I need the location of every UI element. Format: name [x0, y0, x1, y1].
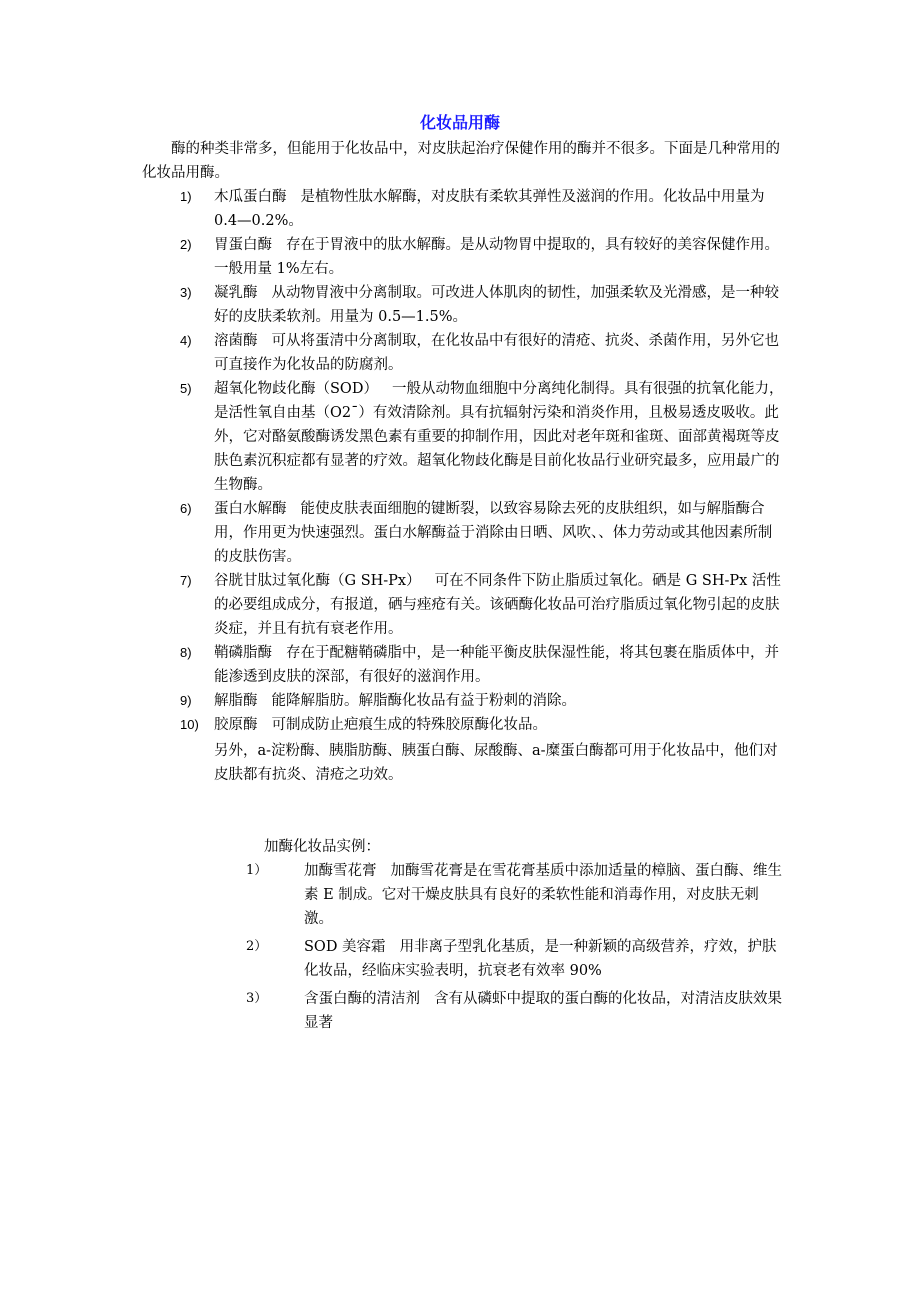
enzyme-item-number: 3) — [180, 285, 192, 300]
enzyme-item — [180, 641, 784, 689]
enzyme-item — [180, 185, 784, 233]
enzyme-item-name: 鞘磷脂酶 — [214, 645, 272, 661]
enzyme-item-number: 8) — [180, 645, 192, 660]
enzyme-item-number: 6) — [180, 501, 192, 516]
enzyme-item-name: 胶原酶 — [214, 717, 258, 733]
example-item — [246, 859, 784, 931]
enzyme-item-description: 是植物性肽水解酶，对皮肤有柔软其弹性及滋润的作用。化妆品中用量为 0.4—0.2%。 — [214, 189, 765, 229]
example-item — [246, 987, 784, 1035]
enzyme-item-name: 溶菌酶 — [214, 333, 258, 349]
enzyme-item-name: 凝乳酶 — [214, 285, 258, 301]
example-item-name: 加酶雪花膏 — [304, 863, 377, 879]
example-item-description: 加酶雪花膏是在雪花膏基质中添加适量的樟脑、蛋白酶、维生素 E 制成。它对干燥皮肤具有良好的柔软性能和消毒作用，对皮肤无刺激。 — [304, 863, 782, 927]
enzyme-item — [180, 713, 784, 737]
page-title: 化妆品用酶 — [419, 113, 500, 132]
example-list — [246, 859, 784, 1039]
enzyme-list — [180, 185, 784, 737]
enzyme-item-number: 9) — [180, 693, 192, 708]
enzyme-item-number: 1) — [180, 189, 192, 204]
example-item-description: 用非离子型乳化基质，是一种新颖的高级营养，疗效，护肤化妆品，经临床实验表明，抗衰老有效率 90% — [304, 939, 777, 979]
example-item-name: SOD 美容霜 — [304, 939, 386, 955]
enzyme-item — [180, 329, 784, 377]
enzyme-item — [180, 689, 784, 713]
enzyme-item — [180, 569, 784, 641]
enzyme-item-description: 可从将蛋清中分离制取，在化妆品中有很好的清疮、抗炎、杀菌作用，另外它也可直接作为化妆品的防腐剂。 — [214, 333, 779, 373]
example-item-description: 含有从磷虾中提取的蛋白酶的化妆品，对清洁皮肤效果显著 — [304, 991, 782, 1031]
enzyme-item — [180, 233, 784, 281]
enzyme-item-number: 5) — [180, 381, 192, 396]
example-item-number: 2） — [246, 939, 268, 954]
enzyme-item-name: 木瓜蛋白酶 — [214, 189, 287, 205]
example-item-name: 含蛋白酶的清洁剂 — [304, 991, 420, 1007]
enzyme-item-description: 可制成防止疤痕生成的特殊胶原酶化妆品。 — [271, 717, 547, 733]
extra-paragraph: 另外，a-淀粉酶、胰脂肪酶、胰蛋白酶、尿酸酶、a-糜蛋白酶都可用于化妆品中，他们对皮肤都有抗炎、清疮之功效。 — [214, 743, 778, 783]
enzyme-item — [180, 377, 784, 497]
enzyme-item-description: 能使皮肤表面细胞的键断裂，以致容易除去死的皮肤组织，如与解脂酶合用，作用更为快速强烈。蛋白水解酶益于消除由日晒、风吹、、体力劳动或其他因素所制的皮肤伤害。 — [214, 501, 773, 565]
enzyme-item-name: 超氧化物歧化酶（SOD） — [214, 381, 378, 397]
enzyme-item-number: 7) — [180, 573, 192, 588]
intro-paragraph: 酶的种类非常多，但能用于化妆品中，对皮肤起治疗保健作用的酶并不很多。下面是几种常用的化妆品用酶。 — [142, 141, 780, 181]
enzyme-item-name: 谷胱甘肽过氧化酶（G SH-Px） — [214, 573, 421, 589]
enzyme-item-description: 存在于胃液中的肽水解酶。是从动物胃中提取的，具有较好的美容保健作用。一般用量 1%左右。 — [214, 237, 779, 277]
enzyme-item-name: 解脂酶 — [214, 693, 258, 709]
enzyme-item — [180, 281, 784, 329]
example-item — [246, 935, 784, 983]
enzyme-item-description: 一般从动物血细胞中分离纯化制得。具有很强的抗氧化能力，是活性氧自由基（O2¯）有效清除剂。具有抗辐射污染和消炎作用，且极易透皮吸收。此外，它对酪氨酸酶诱发黑色素有重要的抑制作用，因此对老年斑和雀斑、面部黄褐斑等皮肤色素沉积症都有显著的疗效。超氧化物歧化酶是目前化妆品行业研究最多，应用最广的生物酶。 — [214, 381, 784, 493]
enzyme-item-name: 蛋白水解酶 — [214, 501, 287, 517]
enzyme-item-number: 2) — [180, 237, 192, 252]
enzyme-item-number: 10) — [180, 717, 199, 732]
enzyme-item-description: 可在不同条件下防止脂质过氧化。硒是 G SH-Px 活性的必要组成成分，有报道，硒与痤疮有关。该硒酶化妆品可治疗脂质过氧化物引起的皮肤炎症，并且有抗有衰老作用。 — [214, 573, 781, 637]
enzyme-item-name: 胃蛋白酶 — [214, 237, 272, 253]
enzyme-item-description: 存在于配糖鞘磷脂中，是一种能平衡皮肤保湿性能，将其包裹在脂质体中，并能渗透到皮肤的深部，有很好的滋润作用。 — [214, 645, 779, 685]
enzyme-item-description: 从动物胃液中分离制取。可改进人体肌肉的韧性，加强柔软及光滑感，是一种较好的皮肤柔软剂。用量为 0.5—1.5%。 — [214, 285, 779, 325]
enzyme-item — [180, 497, 784, 569]
enzyme-item-description: 能降解脂肪。解脂酶化妆品有益于粉刺的消除。 — [271, 693, 576, 709]
example-item-number: 3） — [246, 991, 268, 1006]
examples-heading: 加酶化妆品实例： — [264, 839, 380, 855]
enzyme-item-number: 4) — [180, 333, 192, 348]
example-item-number: 1） — [246, 863, 268, 878]
